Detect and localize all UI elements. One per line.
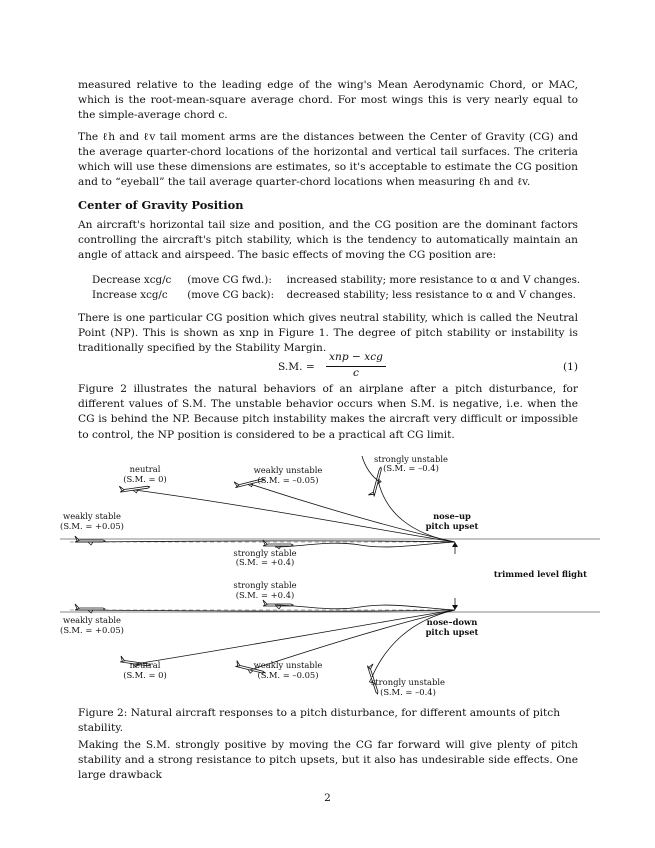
paragraph-tail-moment-arms: The ℓh and ℓv tail moment arms are the distances between the Center of Gravity (CG) and the average quarter-chord locations of the horizontal and vertical tail surfaces. The criteria which will use these dimensions are estimates, so it's acceptable to estimate the CG position and to “eyeball” the tail average quarter-chord locations when measuring ℓh and ℓv. bbox=[78, 130, 578, 189]
page-number: 2 bbox=[324, 792, 331, 804]
equation-stability-margin bbox=[78, 351, 578, 381]
cg-effect-row bbox=[92, 288, 580, 303]
section-heading: Center of Gravity Position bbox=[78, 198, 244, 212]
label-weakly-stable-down: weakly stable bbox=[63, 615, 121, 625]
label-strongly-stable-up: strongly stable bbox=[233, 548, 297, 558]
body-text-np bbox=[78, 311, 578, 357]
label-strongly-stable-down-sm: (S.M. = +0.4) bbox=[235, 590, 295, 600]
cg-effects-table bbox=[92, 273, 580, 303]
effect-action: Increase xcg/c bbox=[92, 289, 168, 301]
label-strongly-unstable-up-sm: (S.M. = –0.4) bbox=[383, 463, 439, 473]
paragraph-neutral-point: There is one particular CG position which gives neutral stability, which is called the Neutral Point (NP). This is shown as xnp in Figure 1. The degree of pitch stability or instability is traditionally specified by the Stability Margin. bbox=[78, 312, 578, 355]
label-strongly-stable-up-sm: (S.M. = +0.4) bbox=[235, 557, 295, 567]
label-weakly-unstable-down-sm: (S.M. = –0.05) bbox=[257, 670, 319, 680]
label-weakly-unstable-up-sm: (S.M. = –0.05) bbox=[257, 475, 319, 485]
trajectory-strongly-stable-down bbox=[275, 605, 455, 610]
label-neutral-down-sm: (S.M. = 0) bbox=[123, 670, 167, 680]
body-text-bottom bbox=[78, 738, 578, 784]
body-text-cg bbox=[78, 218, 578, 264]
label-neutral-down: neutral bbox=[129, 660, 161, 670]
label-strongly-unstable-down: strongly unstable bbox=[371, 677, 445, 687]
label-strongly-stable-down: strongly stable bbox=[233, 580, 297, 590]
label-weakly-stable-up: weakly stable bbox=[63, 511, 121, 521]
equation-lhs: S.M. = bbox=[278, 361, 315, 373]
label-weakly-unstable-up: weakly unstable bbox=[253, 465, 323, 475]
label-strongly-unstable-down-sm: (S.M. = –0.4) bbox=[380, 687, 436, 697]
paragraph-strongly-positive: Making the S.M. strongly positive by moving the CG far forward will give plenty of pitch stability and a strong resistance to pitch upsets, but it also has undesirable side effects. One large drawback bbox=[78, 739, 578, 782]
airplane-icon bbox=[263, 600, 293, 609]
label-neutral-up: neutral bbox=[129, 464, 161, 474]
figure-caption: Figure 2: Natural aircraft responses to a pitch disturbance, for different amounts of pitch stability. bbox=[78, 707, 561, 734]
effect-description: increased stability; more resistance to α and V changes. bbox=[286, 274, 581, 286]
label-nose-up: nose–up bbox=[433, 511, 471, 521]
equation-number: (1) bbox=[562, 361, 578, 373]
label-weakly-stable-down-sm: (S.M. = +0.05) bbox=[60, 625, 124, 635]
label-nose-up-2: pitch upset bbox=[425, 521, 479, 531]
trajectory-neutral-up bbox=[135, 490, 455, 542]
arrow-head-down-icon bbox=[452, 605, 458, 610]
paragraph-figure-intro: Figure 2 illustrates the natural behaviors of an airplane after a pitch disturbance, for different values of S.M. The unstable behavior occurs when S.M. is negative, i.e. when the CG is behind the NP. Because pitch instability makes the aircraft very difficult or impossible to control, the NP position is considered to be a practical aft CG limit. bbox=[78, 383, 578, 441]
trajectory-weakly-stable-down bbox=[75, 610, 455, 611]
cg-effect-row bbox=[92, 273, 580, 288]
effect-move: (move CG fwd.): bbox=[187, 274, 272, 286]
body-text-figure-intro bbox=[78, 382, 578, 443]
label-trimmed-level-flight: trimmed level flight bbox=[493, 569, 587, 579]
label-strongly-unstable-up: strongly unstable bbox=[374, 454, 448, 464]
equation-numerator: xnp − xcg bbox=[329, 351, 383, 363]
equation-denominator: c bbox=[353, 367, 359, 379]
label-neutral-up-sm: (S.M. = 0) bbox=[123, 474, 167, 484]
arrow-head-up-icon bbox=[452, 542, 458, 547]
body-text-top bbox=[78, 78, 578, 190]
label-weakly-stable-up-sm: (S.M. = +0.05) bbox=[60, 521, 124, 531]
trajectory-neutral-down bbox=[135, 610, 455, 664]
paragraph-mac: measured relative to the leading edge of the wing's Mean Aerodynamic Chord, or MAC, which is the root-mean-square average chord. For most wings this is very nearly equal to the simple-average chord c. bbox=[78, 79, 578, 122]
effect-move: (move CG back): bbox=[187, 289, 275, 301]
airplane-icon bbox=[75, 604, 105, 613]
label-nose-down-2: pitch upset bbox=[425, 627, 479, 637]
paragraph-cg-intro: An aircraft's horizontal tail size and position, and the CG position are the dominant factors controlling the aircraft's pitch stability, which is the tendency to automatically maintain an angle of attack and airspeed. The basic effects of moving the CG position are: bbox=[78, 219, 578, 262]
label-weakly-unstable-down: weakly unstable bbox=[253, 660, 323, 670]
effect-description: decreased stability; less resistance to α and V changes. bbox=[286, 289, 576, 301]
label-nose-down: nose–down bbox=[426, 617, 478, 627]
trajectory-strongly-stable-up bbox=[275, 542, 455, 547]
airplane-icon bbox=[75, 536, 105, 545]
pitch-response-figure bbox=[60, 452, 600, 700]
effect-action: Decrease xcg/c bbox=[92, 274, 172, 286]
